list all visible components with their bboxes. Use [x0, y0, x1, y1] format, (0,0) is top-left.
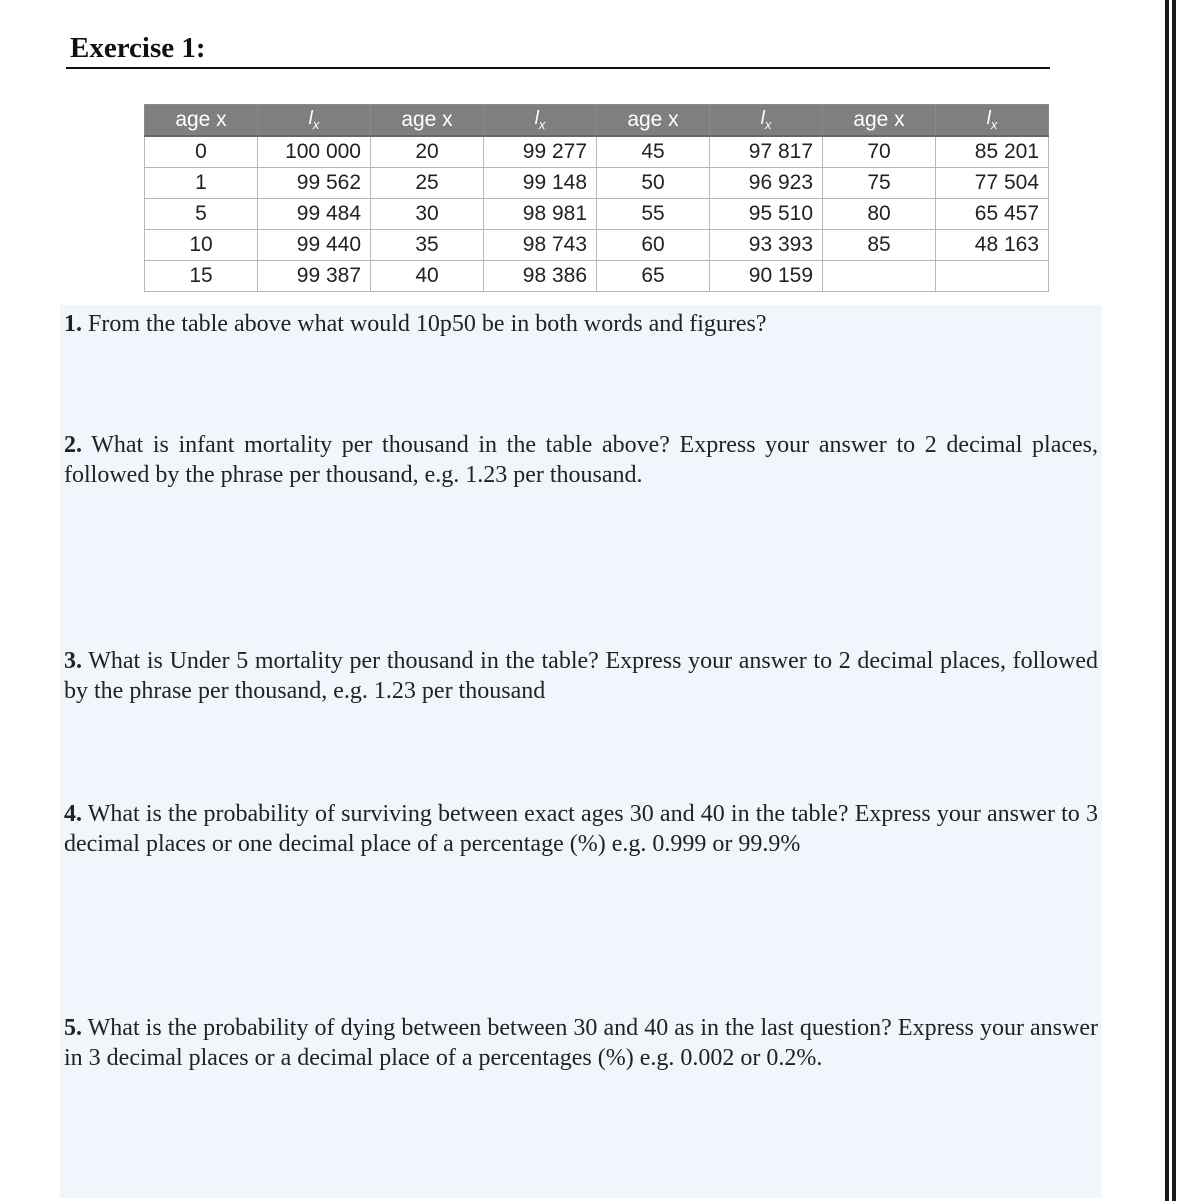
age-cell: 15 — [145, 261, 258, 292]
lx-cell: 85 201 — [936, 136, 1049, 168]
lx-cell: 98 981 — [484, 199, 597, 230]
lx-cell: 95 510 — [710, 199, 823, 230]
question-text: What is infant mortality per thousand in the table above? Express your answer to 2 decimal places, followed by the phrase per thousand, e.g. 1.23 per thousand. — [64, 432, 1098, 488]
page-title: Exercise 1: — [70, 32, 206, 64]
lx-cell: 90 159 — [710, 261, 823, 292]
question-text: What is the probability of surviving between exact ages 30 and 40 in the table? Express your answer to 3 decimal places or one decimal place of a percentage (%) e.g. 0.999 or 99.9% — [64, 801, 1098, 857]
lx-cell: 99 562 — [258, 168, 371, 199]
question-4 — [64, 799, 1098, 859]
age-cell: 35 — [371, 230, 484, 261]
lx-cell: 99 148 — [484, 168, 597, 199]
age-cell: 20 — [371, 136, 484, 168]
age-cell: 30 — [371, 199, 484, 230]
age-cell: 70 — [823, 136, 936, 168]
lx-cell: 98 743 — [484, 230, 597, 261]
question-2 — [64, 430, 1098, 490]
header-lx — [936, 105, 1049, 137]
header-age: age x — [823, 105, 936, 137]
question-3 — [64, 646, 1098, 706]
age-cell: 60 — [597, 230, 710, 261]
life-table — [144, 104, 1049, 292]
header-age: age x — [145, 105, 258, 137]
question-5 — [64, 1013, 1098, 1073]
question-1 — [64, 309, 1098, 339]
lx-cell: 48 163 — [936, 230, 1049, 261]
age-cell: 65 — [597, 261, 710, 292]
lx-cell: 65 457 — [936, 199, 1049, 230]
lx-cell: 99 440 — [258, 230, 371, 261]
lx-cell: 77 504 — [936, 168, 1049, 199]
question-number: 3. — [64, 648, 82, 674]
header-lx — [258, 105, 371, 137]
subscript-x: x — [538, 116, 546, 132]
age-cell: 40 — [371, 261, 484, 292]
header-lx — [710, 105, 823, 137]
age-cell: 1 — [145, 168, 258, 199]
header-age: age x — [597, 105, 710, 137]
subscript-x: x — [312, 116, 320, 132]
header-age: age x — [371, 105, 484, 137]
question-text: From the table above what would 10p50 be in both words and figures? — [88, 311, 767, 337]
question-number: 4. — [64, 801, 82, 827]
age-cell: 5 — [145, 199, 258, 230]
question-text: What is Under 5 mortality per thousand in the table? Express your answer to 2 decimal places, followed by the phrase per thousand, e.g. 1.23 per thousand — [64, 648, 1098, 704]
table-row — [145, 136, 1049, 168]
lx-cell: 99 277 — [484, 136, 597, 168]
age-cell: 10 — [145, 230, 258, 261]
subscript-x: x — [990, 116, 998, 132]
lx-cell: 96 923 — [710, 168, 823, 199]
lx-cell: 99 484 — [258, 199, 371, 230]
header-lx-text: $l_x$ — [986, 108, 998, 132]
lx-cell: 97 817 — [710, 136, 823, 168]
question-number: 1. — [64, 311, 82, 337]
header-lx-text: $l_x$ — [760, 108, 772, 132]
question-number: 5. — [64, 1015, 82, 1041]
table-header-row — [145, 105, 1049, 137]
header-lx-text: $l_x$ — [534, 108, 546, 132]
age-cell: 50 — [597, 168, 710, 199]
page-edge — [1160, 0, 1179, 1201]
page-edge-line — [1165, 0, 1169, 1201]
header-lx — [484, 105, 597, 137]
title-underline — [66, 67, 1050, 69]
lx-cell: 99 387 — [258, 261, 371, 292]
table-row — [145, 199, 1049, 230]
age-cell — [823, 261, 936, 292]
lx-cell: 93 393 — [710, 230, 823, 261]
age-cell: 0 — [145, 136, 258, 168]
question-text: What is the probability of dying between between 30 and 40 as in the last question? Express your answer in 3 decimal places or a decimal place of a percentages (%) e.g. 0.002 or 0.2%. — [64, 1015, 1098, 1071]
age-cell: 25 — [371, 168, 484, 199]
age-cell: 85 — [823, 230, 936, 261]
table-row — [145, 168, 1049, 199]
question-number: 2. — [64, 432, 82, 458]
lx-cell — [936, 261, 1049, 292]
table-row — [145, 230, 1049, 261]
page-edge-line — [1172, 0, 1176, 1201]
table-row — [145, 261, 1049, 292]
age-cell: 80 — [823, 199, 936, 230]
lx-cell: 98 386 — [484, 261, 597, 292]
age-cell: 45 — [597, 136, 710, 168]
age-cell: 75 — [823, 168, 936, 199]
subscript-x: x — [764, 116, 772, 132]
header-lx-text: $l_x$ — [308, 108, 320, 132]
lx-cell: 100 000 — [258, 136, 371, 168]
age-cell: 55 — [597, 199, 710, 230]
